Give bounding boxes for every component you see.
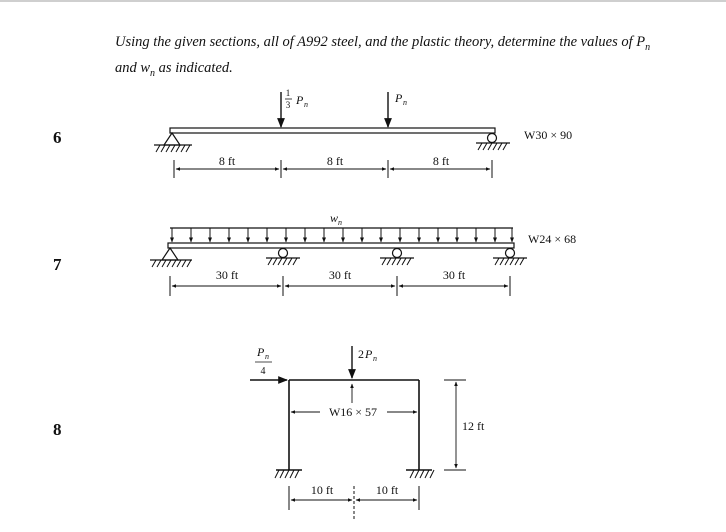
section-label-7: W24 × 68: [528, 232, 577, 246]
load-label-2: [394, 91, 407, 107]
span-label-6a: 8 ft: [218, 154, 236, 168]
span-label-7a: 30 ft: [215, 268, 239, 282]
section-label-6: W30 × 90: [524, 128, 573, 142]
beam-7: [168, 243, 514, 248]
pin-support-7: [150, 248, 192, 267]
span-label-7b: 30 ft: [328, 268, 352, 282]
svg-text:2: 2: [358, 347, 364, 361]
roller-support-6: [476, 134, 510, 151]
problem-number-6: 6: [53, 128, 62, 147]
problem-7-diagram: [150, 211, 576, 296]
svg-text:n: n: [304, 100, 308, 109]
span-label-8a: 10 ft: [310, 483, 334, 497]
problem-number-8: 8: [53, 420, 62, 439]
distributed-load-arrows: [172, 228, 512, 242]
pin-support-6: [154, 133, 192, 152]
svg-text:n: n: [403, 98, 407, 107]
problem-number-7: 7: [53, 255, 62, 274]
roller-support-7a: [266, 249, 300, 266]
svg-text:P: P: [395, 91, 403, 105]
svg-text:w: w: [330, 211, 339, 225]
section-label-8: W16 × 57: [328, 405, 378, 419]
distributed-load-label: [330, 211, 342, 227]
problem-6-diagram: [154, 88, 572, 178]
svg-text:3: 3: [285, 100, 291, 110]
fixed-support-left: [275, 470, 302, 478]
span-label-7c: 30 ft: [442, 268, 466, 282]
svg-text:P: P: [296, 93, 304, 107]
height-label: 12 ft: [462, 419, 485, 433]
span-label-6b: 8 ft: [326, 154, 344, 168]
problem-8-diagram: [250, 345, 485, 520]
beam-6: [170, 128, 495, 133]
svg-text:n: n: [373, 354, 377, 363]
fixed-support-right: [406, 470, 434, 478]
span-label-6c: 8 ft: [432, 154, 450, 168]
roller-support-7b: [380, 249, 414, 266]
svg-text:1: 1: [285, 88, 291, 98]
svg-text:n: n: [265, 352, 269, 361]
svg-text:P: P: [365, 347, 373, 361]
problem-instructions: Using the given sections, all of A992 steel, and the plastic theory, determine the values of $P_n$ and $w_n$ as indicated.: [115, 34, 651, 79]
roller-support-7c: [493, 249, 527, 266]
vertical-load-label: [358, 347, 377, 363]
svg-text:P: P: [257, 345, 265, 359]
load-label-1: [285, 88, 308, 110]
span-label-8b: 10 ft: [375, 483, 399, 497]
svg-text:4: 4: [260, 366, 266, 377]
lateral-load-label: [255, 345, 272, 377]
svg-text:n: n: [338, 218, 342, 227]
